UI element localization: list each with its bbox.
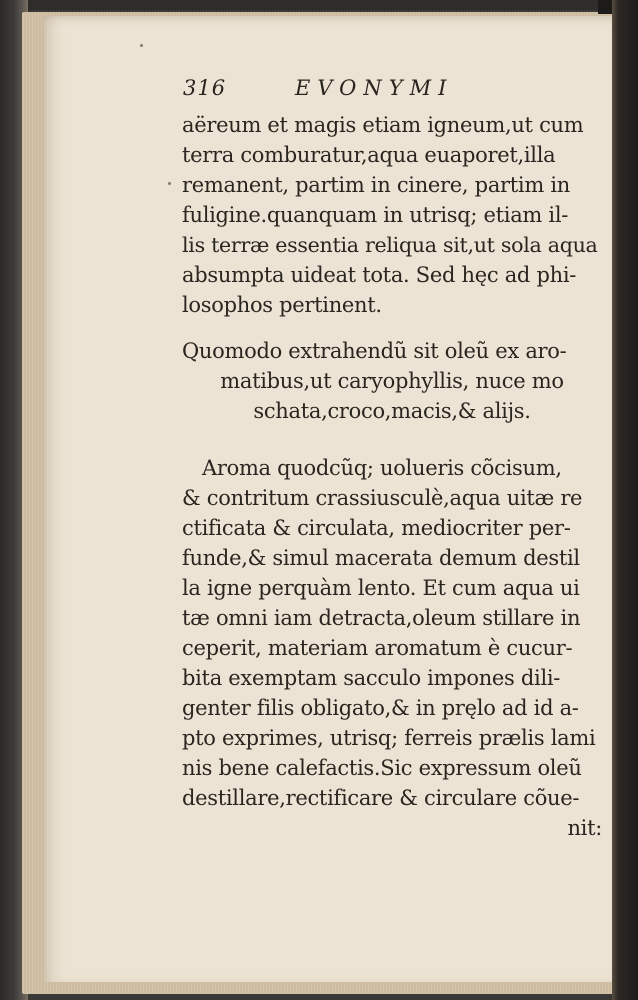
text-line: & contritum crassiusculè,aqua uitæ re [182,486,583,510]
running-head: EVONYMI [295,76,454,100]
text-line: Aroma quodcũq; uolueris cõcisum, [202,456,562,480]
heading-line: matibus,ut caryophyllis, nuce mo [220,369,564,393]
page-number: 316 [183,76,227,100]
text-line: tæ omni iam detracta,oleum stillare in [182,606,581,630]
text-line: bita exemptam sacculo impones dili- [182,666,561,690]
text-line: destillare,rectificare & circulare cõue- [182,786,580,810]
heading-line: schata,croco,macis,& alijs. [253,399,531,423]
text-line: lis terræ essentia reliqua sit,ut sola aqua [182,233,598,257]
text-line: la igne perquàm lento. Et cum aqua ui [182,576,580,600]
text-line: funde,& simul macerata demum destil [182,546,580,570]
paper-speck [140,44,143,47]
text-line: ctificata & circulata, mediocriter per- [182,516,571,540]
text-line: fuligine.quanquam in utrisq; etiam il- [182,203,569,227]
text-line: ceperit, materiam aromatum è cucur- [182,636,573,660]
section-heading [182,336,602,426]
paragraph-2 [182,453,602,843]
text-line: nit: [567,816,602,840]
text-line: terra comburatur,aqua euaporet,illa [182,143,556,167]
text-line: losophos pertinent. [182,293,382,317]
heading-line: Quomodo extrahendũ sit oleũ ex aro- [182,339,567,363]
scan-right-edge [612,0,638,1000]
page-header [183,76,593,108]
text-line: aëreum et magis etiam igneum,ut cum [182,113,584,137]
text-line: genter filis obligato,& in pręlo ad id a- [182,696,579,720]
paper-speck [168,182,171,185]
text-line: nis bene calefactis.Sic expressum oleũ [182,756,582,780]
paragraph-1 [182,110,602,320]
text-line: remanent, partim in cinere, partim in [182,173,570,197]
text-line: absumpta uideat tota. Sed hęc ad phi- [182,263,577,287]
scan-top-edge [0,0,638,10]
text-line: pto exprimes, utrisq; ferreis prælis lami [182,726,596,750]
